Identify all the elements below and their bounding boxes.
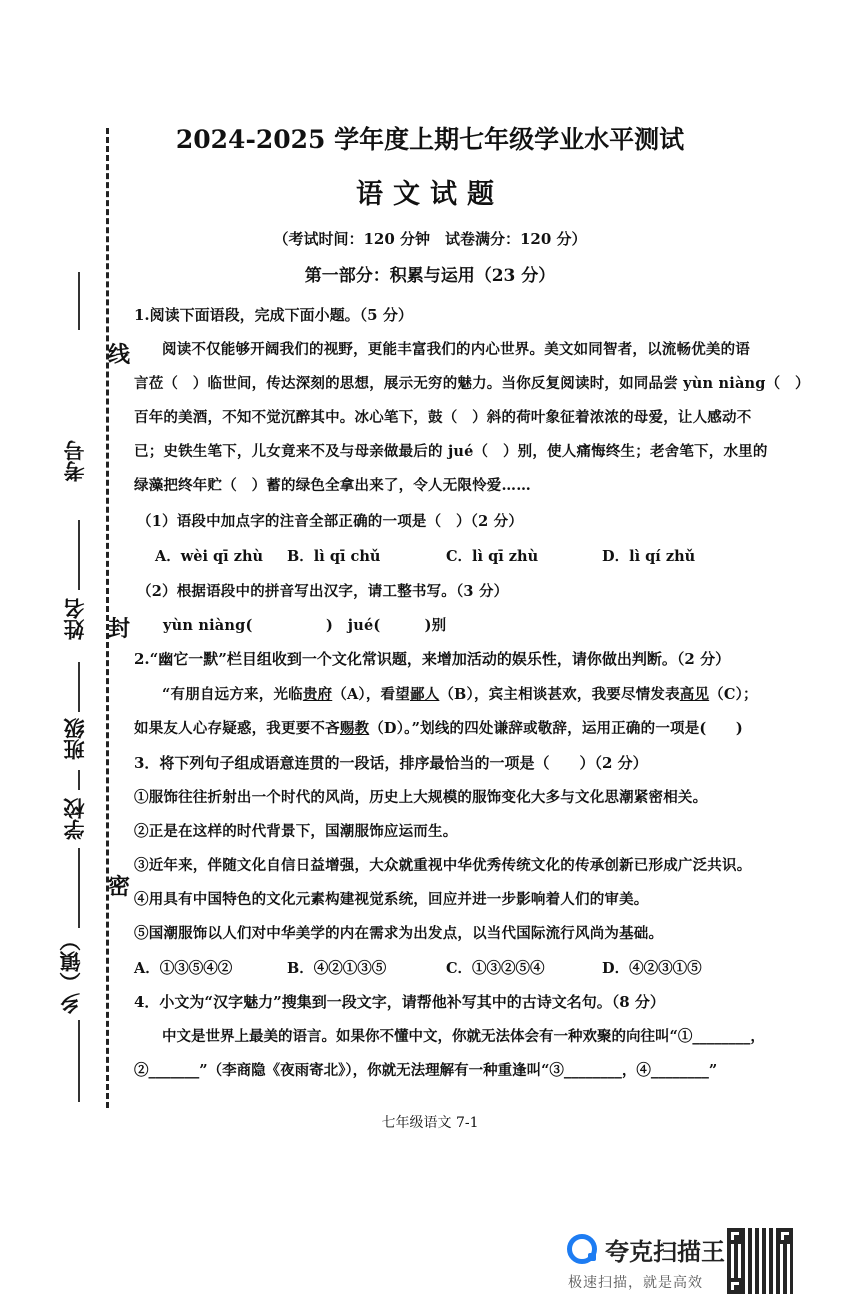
q3-sentence: ②正是在这样的时代背景下，国潮服饰应运而生。: [134, 823, 458, 840]
banji-label: 班级: [63, 718, 87, 760]
q2-text: “有朋自远方来，光临: [162, 686, 303, 703]
q3-sentence: ③近年来，伴随文化自信日益增强，大众就重视中华优秀传统文化的传承创新已形成广泛共识。: [134, 857, 752, 874]
q4-line1: 中文是世界上最美的语言。如果你不懂中文，你就无法体会有一种欢聚的向往叫“①________，: [162, 1028, 765, 1045]
page-footer: 七年级语文 7-1: [381, 1115, 479, 1131]
xingming-label: 姓名: [63, 598, 87, 640]
xiangzhen-label: 乡（镇）: [59, 930, 83, 1014]
q3-sentence: ④用具有中国特色的文化元素构建视觉系统，回应并进一步影响着人们的审美。: [134, 891, 649, 908]
q2-sentence-line1: [162, 683, 758, 704]
q4-line2: ②_______”（李商隐《夜雨寄北》），你就无法理解有一种重逢叫“③________，④________”: [134, 1062, 718, 1079]
q1-sub1-option-c: C．lì qī zhù: [446, 548, 539, 565]
xingming-blank: [78, 520, 80, 590]
kaohao-label: 考号: [63, 440, 87, 482]
watermark-slogan: 极速扫描，就是高效: [568, 1275, 703, 1291]
q4-stem: 4．小文为“汉字魅力”搜集到一段文字，请帮他补写其中的古诗文名句。（8 分）: [134, 993, 665, 1011]
q1-sub1: （1）语段中加点字的注音全部正确的一项是（ ）（2 分）: [137, 513, 524, 530]
q2-text: （B），宾主相谈甚欢，我要尽情发表: [439, 686, 680, 703]
q2-text: （D）。”划线的四处谦辞或敬辞，运用正确的一项是( ): [369, 720, 743, 737]
q1-passage-line: 已；史铁生笔下，儿女竟来不及与母亲做最后的 jué（ ）别，使人痛悔终生；老舍笔下，水里的: [134, 443, 768, 460]
q3-option-d: D．④②③①⑤: [602, 960, 702, 977]
qr-finder: [727, 1278, 743, 1294]
q2-underlined-word: 高见: [679, 686, 710, 703]
q2-underlined-word: 贵府: [302, 686, 333, 703]
seal-char-xian: 线: [108, 343, 131, 368]
xiangzhen-blank-lower: [78, 1020, 80, 1102]
xuexiao-blank: [78, 770, 80, 790]
q1-sub2: （2）根据语段中的拼音写出汉字，请工整书写。（3 分）: [137, 583, 509, 600]
quark-logo-icon: [567, 1234, 597, 1264]
q1-sub1-option-a: A．wèi qī zhù: [155, 548, 264, 565]
qr-finder: [777, 1228, 793, 1244]
q1-sub1-option-b: B．lì qī chǔ: [287, 548, 381, 565]
q1-sub2-blanks: yùn niàng( ) jué( )别: [163, 617, 447, 634]
exam-info: （考试时间：120 分钟 试卷满分：120 分）: [273, 230, 587, 248]
banji-blank: [78, 662, 80, 712]
part-one-heading: 第一部分：积累与运用（23 分）: [304, 266, 556, 286]
q3-stem: 3．将下列句子组成语意连贯的一段话，排序最恰当的一项是（ ）（2 分）: [134, 754, 648, 772]
q2-text: （A），看望: [332, 686, 410, 703]
q2-text: 如果友人心存疑惑，我更要不吝: [134, 720, 340, 737]
exam-title: 2024-2025 学年度上期七年级学业水平测试: [175, 125, 685, 154]
q2-stem: 2.“幽它一默”栏目组收到一个文化常识题，来增加活动的娱乐性，请你做出判断。（2 分）: [134, 650, 731, 668]
xuexiao-label: 学校: [63, 798, 87, 840]
q2-underlined-word: 鄙人: [409, 686, 440, 703]
q2-text: （C）；: [709, 686, 758, 703]
q3-option-b: B．④②①③⑤: [287, 960, 387, 977]
q1-passage-line: 言莅（ ）临世间，传达深刻的思想，展示无穷的魅力。当你反复阅读时，如同品尝 yùn niàng（ ）: [134, 375, 810, 392]
exam-subtitle: 语文试题: [356, 179, 504, 210]
q1-passage-line: 绿藻把终年贮（ ）蓄的绿色全拿出来了，令人无限怜爱……: [134, 477, 531, 494]
q1-passage-line: 阅读不仅能够开阔我们的视野，更能丰富我们的内心世界。美文如同智者，以流畅优美的语: [162, 341, 750, 358]
q3-option-a: A．①③⑤④②: [134, 960, 233, 977]
qr-code-icon: [727, 1228, 793, 1294]
q1-stem: 1.阅读下面语段，完成下面小题。（5 分）: [134, 306, 413, 324]
q3-option-c: C．①③②⑤④: [446, 960, 545, 977]
q3-sentence: ⑤国潮服饰以人们对中华美学的内在需求为出发点，以当代国际流行风尚为基础。: [134, 925, 664, 942]
xiangzhen-blank: [78, 848, 80, 928]
q1-passage-line: 百年的美酒，不知不觉沉醉其中。冰心笔下，鼓（ ）斜的荷叶象征着浓浓的母爱，让人感动不: [134, 409, 752, 426]
q2-underlined-word: 赐教: [339, 720, 370, 737]
seal-char-feng: 封: [108, 617, 131, 642]
watermark-name: 夸克扫描王: [605, 1238, 725, 1266]
q1-sub1-option-d: D．lì qí zhǔ: [602, 548, 696, 565]
q3-sentence: ①服饰往往折射出一个时代的风尚，历史上大规模的服饰变化大多与文化思潮紧密相关。: [134, 789, 708, 806]
seal-char-mi: 密: [108, 875, 131, 900]
q2-sentence-line2: [134, 717, 743, 738]
qr-finder: [727, 1228, 743, 1244]
